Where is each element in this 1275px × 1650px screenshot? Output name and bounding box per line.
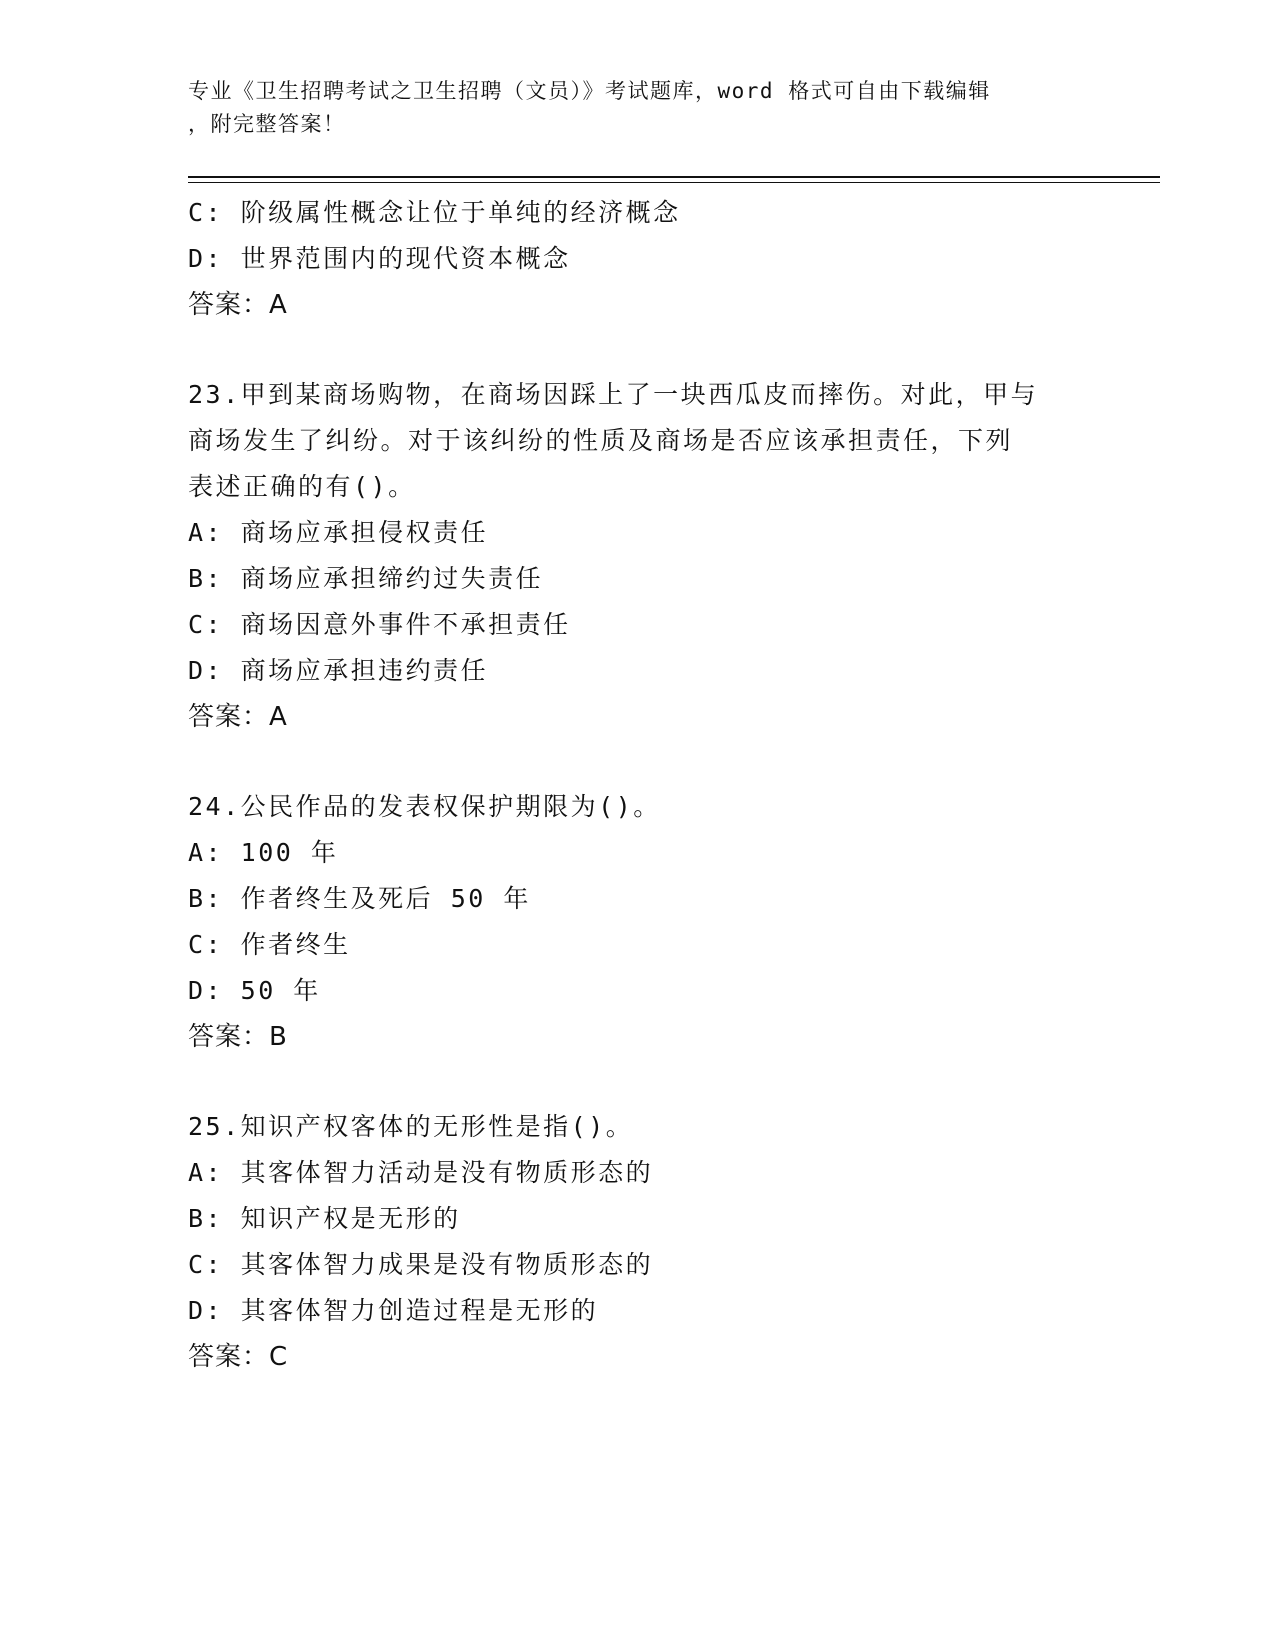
- option-d: D: 世界范围内的现代资本概念: [188, 244, 571, 273]
- answer-line: 答案：C: [188, 1342, 289, 1372]
- option-c: C: 其客体智力成果是没有物质形态的: [188, 1250, 654, 1279]
- option-a: A: 其客体智力活动是没有物质形态的: [188, 1158, 654, 1187]
- previous-question: [188, 190, 1088, 328]
- question-stem: 23.甲到某商场购物，在商场因踩上了一块西瓜皮而摔伤。对此，甲与: [188, 380, 1039, 409]
- option-a: A: 100 年: [188, 838, 339, 867]
- option-d: D: 50 年: [188, 976, 321, 1005]
- question-24: [188, 784, 1088, 1060]
- question-stem: 24.公民作品的发表权保护期限为()。: [188, 792, 661, 821]
- answer-line: 答案：A: [188, 290, 288, 320]
- question-list: [188, 190, 1088, 1380]
- option-b: B: 商场应承担缔约过失责任: [188, 564, 544, 593]
- question-stem: 25.知识产权客体的无形性是指()。: [188, 1112, 634, 1141]
- option-c: C: 阶级属性概念让位于单纯的经济概念: [188, 198, 681, 227]
- option-c: C: 作者终生: [188, 930, 351, 959]
- question-stem: 商场发生了纠纷。对于该纠纷的性质及商场是否应该承担责任，下列: [188, 426, 1014, 455]
- option-c: C: 商场因意外事件不承担责任: [188, 610, 571, 639]
- option-b: B: 知识产权是无形的: [188, 1204, 461, 1233]
- answer-line: 答案：A: [188, 702, 288, 732]
- question-25: [188, 1104, 1088, 1380]
- option-a: A: 商场应承担侵权责任: [188, 518, 489, 547]
- answer-line: 答案：B: [188, 1022, 288, 1052]
- option-b: B: 作者终生及死后 50 年: [188, 884, 531, 913]
- header-title-line-2: ，附完整答案！: [188, 112, 346, 136]
- document-header: [188, 75, 1068, 141]
- header-title-line-1: 专业《卫生招聘考试之卫生招聘（文员）》考试题库，word 格式可自由下载编辑: [188, 79, 991, 103]
- header-divider-thin: [188, 182, 1160, 183]
- option-d: D: 商场应承担违约责任: [188, 656, 489, 685]
- option-d: D: 其客体智力创造过程是无形的: [188, 1296, 599, 1325]
- question-stem: 表述正确的有()。: [188, 472, 416, 501]
- question-23: [188, 372, 1088, 740]
- header-divider-thick: [188, 176, 1160, 178]
